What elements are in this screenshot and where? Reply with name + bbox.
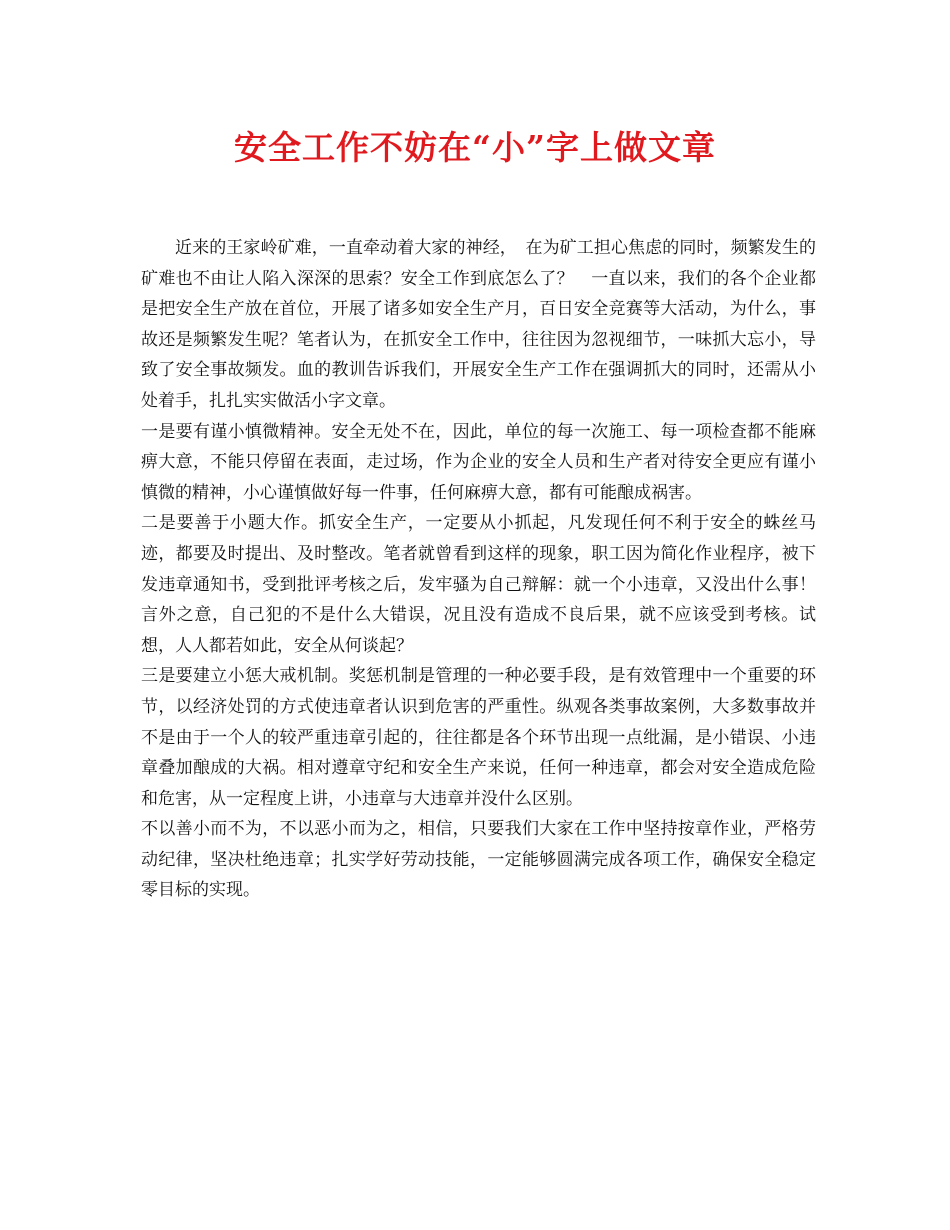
paragraph-intro: 近来的王家岭矿难，一直牵动着大家的神经， 在为矿工担心焦虑的同时，频繁发生的矿难也不由让人陷入深深的思索？安全工作到底怎么了？ 一直以来，我们的各个企业都是把安全生产放在首位，开展了诸多如安全生产月，百日安全竞赛等大活动，为什么，事故还是频繁发生呢？笔者认为，在抓安全工作中，往往因为忽视细节，一味抓大忘小，导致了安全事故频发。血的教训告诉我们，开展安全生产工作在强调抓大的同时，还需从小处着手，扎扎实实做活小字文章。 <box>141 238 816 411</box>
document-body <box>141 233 816 906</box>
document-title: 安全工作不妨在“小”字上做文章 <box>234 128 716 167</box>
paragraph-point-two: 二是要善于小题大作。抓安全生产，一定要从小抓起，凡发现任何不利于安全的蛛丝马迹，都要及时提出、及时整改。笔者就曾看到这样的现象，职工因为简化作业程序，被下发违章通知书，受到批评考核之后，发牢骚为自己辩解：就一个小违章，又没出什么事！言外之意，自己犯的不是什么大错误，况且没有造成不良后果，就不应该受到考核。试想，人人都若如此，安全从何谈起？ <box>141 513 816 656</box>
paragraph-conclusion: 不以善小而不为，不以恶小而为之，相信，只要我们大家在工作中坚持按章作业，严格劳动纪律，坚决杜绝违章；扎实学好劳动技能，一定能够圆满完成各项工作，确保安全稳定零目标的实现。 <box>141 819 816 901</box>
paragraph-point-three: 三是要建立小惩大戒机制。奖惩机制是管理的一种必要手段，是有效管理中一个重要的环节，以经济处罚的方式使违章者认识到危害的严重性。纵观各类事故案例，大多数事故并不是由于一个人的较严重违章引起的，往往都是各个环节出现一点纰漏，是小错误、小违章叠加酿成的大祸。相对遵章守纪和安全生产来说，任何一种违章，都会对安全造成危险和危害，从一定程度上讲，小违章与大违章并没什么区别。 <box>141 666 816 809</box>
paragraph-point-one: 一是要有谨小慎微精神。安全无处不在，因此，单位的每一次施工、每一项检查都不能麻痹大意，不能只停留在表面，走过场，作为企业的安全人员和生产者对待安全更应有谨小慎微的精神，小心谨慎做好每一件事，任何麻痹大意，都有可能酿成祸害。 <box>141 421 816 503</box>
